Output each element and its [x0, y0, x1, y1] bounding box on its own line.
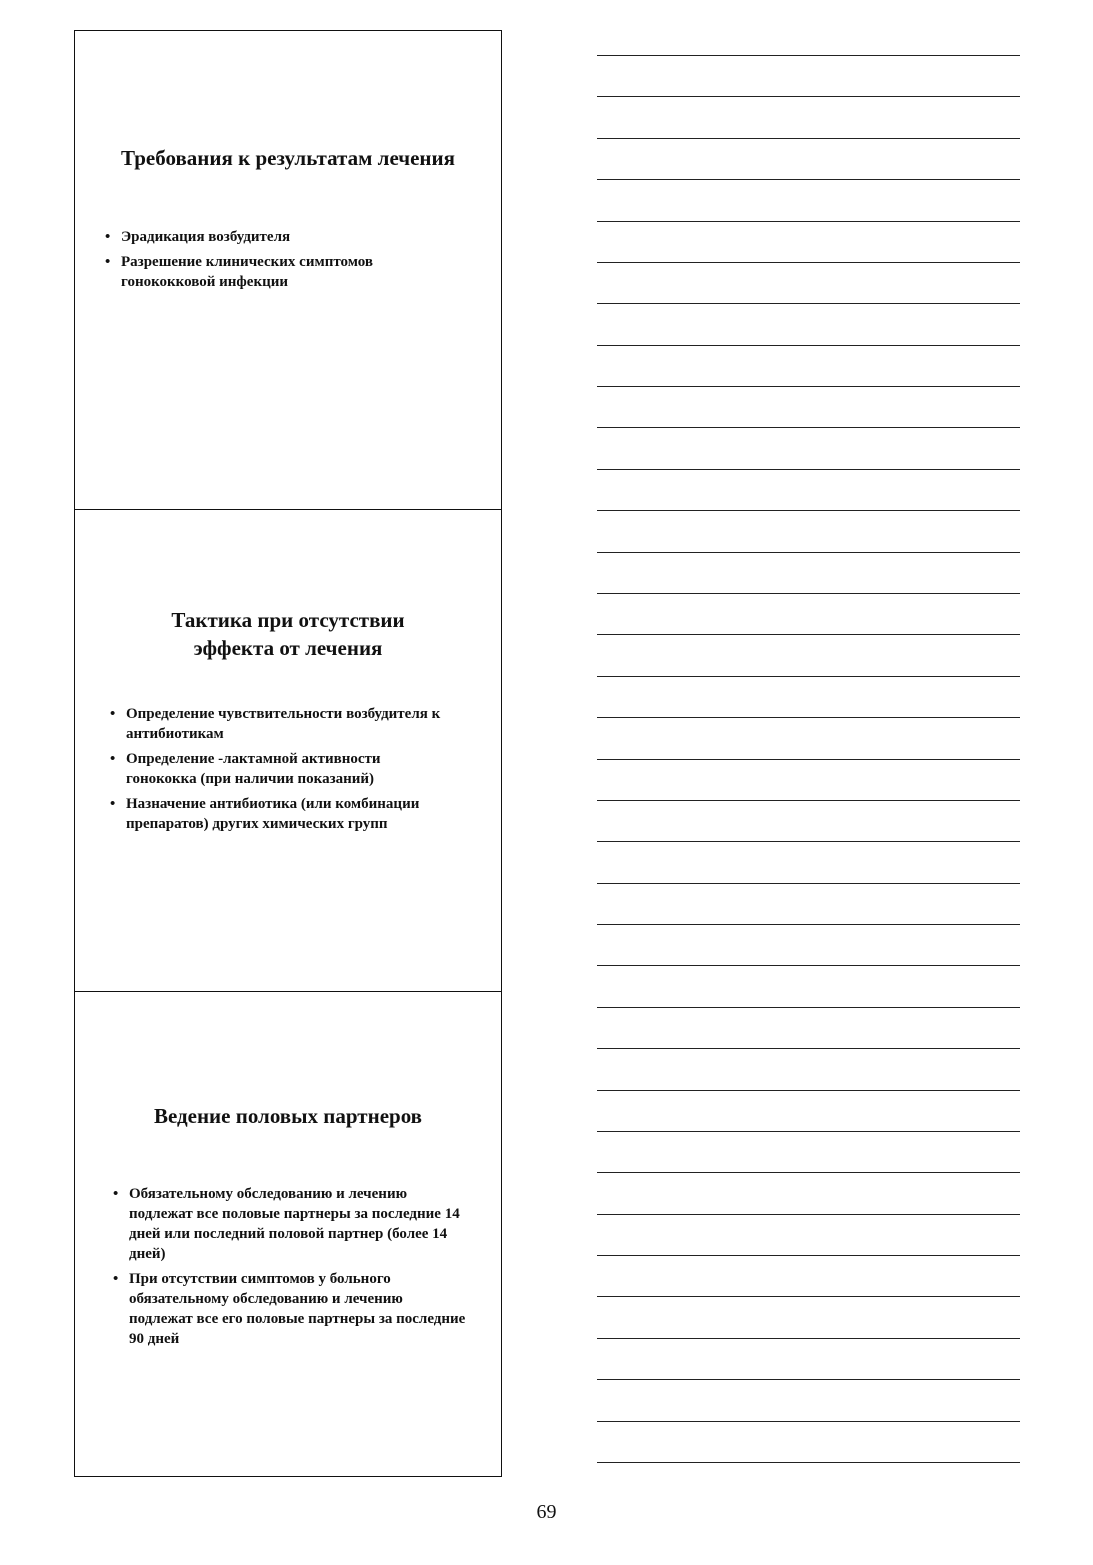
notes-lines [597, 0, 1020, 1500]
note-line [597, 221, 1020, 222]
note-line [597, 676, 1020, 677]
note-line [597, 1338, 1020, 1339]
bullet-item: • При отсутствии симптомов у больного обязательному обследованию и лечению подлежат все его половые партнеры за последние 90 дней [113, 1269, 468, 1349]
note-line [597, 717, 1020, 718]
note-line [597, 386, 1020, 387]
note-line [597, 427, 1020, 428]
note-line [597, 1421, 1020, 1422]
note-line [597, 1462, 1020, 1463]
page-number: 69 [536, 1501, 557, 1523]
bullet-item: • Назначение антибиотика (или комбинации препаратов) других химических групп [110, 794, 450, 834]
note-line [597, 1172, 1020, 1173]
note-line [597, 552, 1020, 553]
slides-column [74, 30, 502, 1477]
note-line [597, 883, 1020, 884]
note-line [597, 55, 1020, 56]
bullet-list [113, 1184, 468, 1354]
note-line [597, 96, 1020, 97]
note-line [597, 634, 1020, 635]
bullet-item: • Обязательному обследованию и лечению подлежат все половые партнеры за последние 14 дней или последний половой партнер (более 14 дней) [113, 1184, 468, 1264]
slide-title: Ведение половых партнеров [153, 1104, 423, 1128]
slide-title: Тактика при отсутствии эффекта от лечения [171, 608, 405, 660]
bullet-list [105, 227, 445, 297]
note-line [597, 965, 1020, 966]
note-line [597, 1090, 1020, 1091]
note-line [597, 179, 1020, 180]
note-line [597, 593, 1020, 594]
note-line [597, 1007, 1020, 1008]
note-line [597, 510, 1020, 511]
note-line [597, 303, 1020, 304]
note-line [597, 345, 1020, 346]
note-line [597, 924, 1020, 925]
note-line [597, 759, 1020, 760]
note-line [597, 262, 1020, 263]
note-line [597, 1131, 1020, 1132]
note-line [597, 841, 1020, 842]
bullet-item: • Определение чувствительности возбудителя к антибиотикам [110, 704, 450, 744]
bullet-item: • Разрешение клинических симптомов гонококковой инфекции [105, 252, 445, 292]
bullet-item: • Эрадикация возбудителя [105, 227, 445, 247]
note-line [597, 1255, 1020, 1256]
slide-no-effect-tactics [75, 509, 501, 991]
note-line [597, 138, 1020, 139]
bullet-list [110, 704, 450, 839]
slide-treatment-requirements [75, 31, 501, 509]
note-line [597, 1379, 1020, 1380]
bullet-item: • Определение -лактамной активности гонококка (при наличии показаний) [110, 749, 450, 789]
note-line [597, 1048, 1020, 1049]
slide-title: Требования к результатам лечения [121, 146, 455, 170]
note-line [597, 800, 1020, 801]
slide-sexual-partners [75, 991, 501, 1478]
note-line [597, 1296, 1020, 1297]
note-line [597, 469, 1020, 470]
note-line [597, 1214, 1020, 1215]
